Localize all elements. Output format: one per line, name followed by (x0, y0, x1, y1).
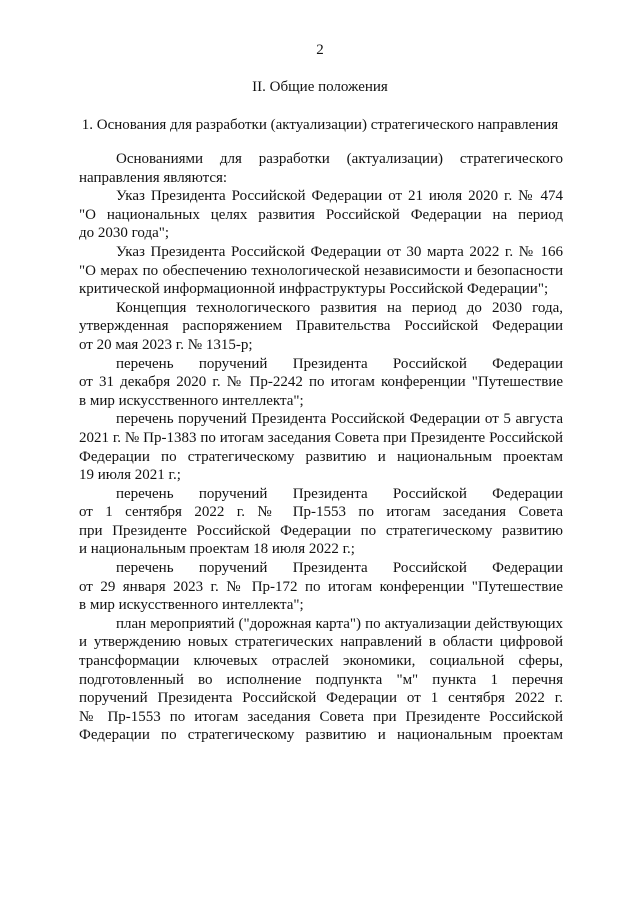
paragraph-line: Федерации по стратегическому развитию и национальным проектам (79, 448, 563, 465)
section-title: II. Общие положения (252, 79, 388, 95)
paragraph-line: план мероприятий ("дорожная карта") по актуализации действующих (116, 615, 563, 632)
paragraph-line: Указ Президента Российской Федерации от 21 июля 2020 г. № 474 (116, 188, 563, 205)
paragraph-line: в мир искусственного интеллекта"; (79, 597, 304, 614)
paragraph-line: направления являются: (79, 169, 228, 186)
paragraph-line: от 20 мая 2023 г. № 1315-р; (79, 336, 253, 353)
paragraph-line: утвержденная распоряжением Правительства Российской Федерации (79, 318, 563, 335)
paragraph (79, 485, 563, 559)
paragraph (79, 187, 563, 243)
paragraph (79, 410, 563, 484)
paragraph (79, 559, 563, 615)
paragraph-line: 19 июля 2021 г.; (79, 467, 181, 484)
paragraph-line: перечень поручений Президента Российской Федерации (116, 560, 563, 577)
paragraph-line: перечень поручений Президента Российской Федерации от 5 августа (116, 411, 563, 428)
paragraph (79, 615, 563, 745)
paragraph (79, 299, 563, 355)
paragraph-line: до 2030 года"; (79, 225, 170, 242)
paragraph-line: Федерации по стратегическому развитию и национальным проектам (79, 727, 563, 744)
paragraph-line: перечень поручений Президента Российской Федерации (116, 355, 563, 372)
paragraph (79, 150, 563, 187)
paragraph-line: Основаниями для разработки (актуализации) стратегического (116, 151, 563, 167)
paragraph-line: "О мерах по обеспечению технологической независимости и безопасности (79, 262, 563, 279)
paragraph-line: 2021 г. № Пр-1383 по итогам заседания Совета при Президенте Российской (79, 429, 563, 446)
paragraph-line: в мир искусственного интеллекта"; (79, 392, 304, 409)
paragraph (79, 355, 563, 411)
document-body (79, 150, 563, 745)
subsection-title: 1. Основания для разработки (актуализации) стратегического направления (81, 117, 559, 133)
paragraph-line: от 31 декабря 2020 г. № Пр-2242 по итогам конференции "Путешествие (79, 374, 563, 391)
paragraph (79, 243, 563, 299)
paragraph-line: и утверждению новых стратегических направлений в области цифровой (79, 634, 563, 651)
paragraph-line: № Пр-1553 по итогам заседания Совета при Президенте Российской (79, 708, 563, 725)
paragraph-line: критической информационной инфраструктуры Российской Федерации"; (79, 281, 549, 298)
page-number: 2 (316, 42, 324, 58)
paragraph-line: от 1 сентября 2022 г. № Пр-1553 по итогам заседания Совета (79, 504, 563, 521)
paragraph-line: Концепция технологического развития на период до 2030 года, (116, 299, 563, 316)
paragraph-line: от 29 января 2023 г. № Пр-172 по итогам конференции "Путешествие (79, 578, 563, 595)
paragraph-line: трансформации ключевых отраслей экономики, социальной сферы, (79, 653, 563, 670)
paragraph-line: перечень поручений Президента Российской Федерации (116, 485, 563, 502)
paragraph-line: "О национальных целях развития Российской Федерации на период (79, 206, 563, 223)
paragraph-line: поручений Президента Российской Федерации от 1 сентября 2022 г. (79, 690, 563, 707)
paragraph-line: Указ Президента Российской Федерации от 30 марта 2022 г. № 166 (116, 243, 563, 260)
paragraph-line: подготовленный во исполнение подпункта "м" пункта 1 перечня (79, 671, 563, 688)
paragraph-line: и национальным проектам 18 июля 2022 г.; (79, 541, 355, 558)
paragraph-line: при Президенте Российской Федерации по стратегическому развитию (79, 522, 563, 539)
